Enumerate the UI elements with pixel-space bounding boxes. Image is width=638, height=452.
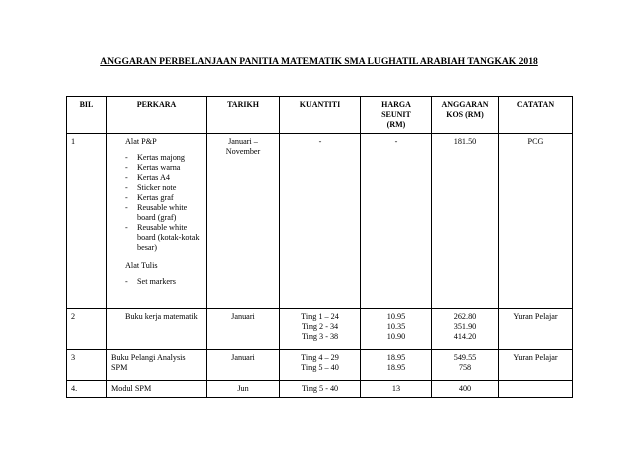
list-item: - Kertas A4 xyxy=(125,173,202,183)
header-kuantiti: KUANTITI xyxy=(280,97,361,134)
header-bil: BIL xyxy=(67,97,107,134)
item-list xyxy=(125,153,202,253)
document-title: ANGGARAN PERBELANJAAN PANITIA MATEMATIK SMA LUGHATIL ARABIAH TANGKAK 2018 xyxy=(100,56,538,67)
cell-perkara: Buku Pelangi Analysis SPM xyxy=(107,350,207,381)
cell-harga: 13 xyxy=(361,381,432,398)
list-item: - Sticker note xyxy=(125,183,202,193)
perkara-heading: Alat P&P xyxy=(125,137,157,146)
cell-perkara xyxy=(107,134,207,309)
cell-anggaran: 549.55 758 xyxy=(432,350,499,381)
table-row xyxy=(67,134,573,309)
sub-item-list xyxy=(125,277,202,287)
table-row xyxy=(67,350,573,381)
header-tarikh: TARIKH xyxy=(207,97,280,134)
cell-tarikh: Januari xyxy=(207,309,280,350)
cell-kuantiti: Ting 4 – 29 Ting 5 – 40 xyxy=(280,350,361,381)
cell-kuantiti: Ting 1 – 24 Ting 2 - 34 Ting 3 - 38 xyxy=(280,309,361,350)
cell-catatan: Yuran Pelajar xyxy=(499,350,573,381)
header-anggaran: ANGGARAN KOS (RM) xyxy=(432,97,499,134)
budget-table xyxy=(66,96,573,398)
cell-perkara: Modul SPM xyxy=(107,381,207,398)
header-perkara: PERKARA xyxy=(107,97,207,134)
cell-anggaran: 181.50 xyxy=(432,134,499,309)
table-header-row xyxy=(67,97,573,134)
cell-catatan: PCG xyxy=(499,134,573,309)
cell-tarikh: Jun xyxy=(207,381,280,398)
header-catatan: CATATAN xyxy=(499,97,573,134)
list-item: - Reusable white board (kotak-kotak besar) xyxy=(125,223,202,253)
list-item: - Kertas warna xyxy=(125,163,202,173)
cell-bil: 3 xyxy=(67,350,107,381)
cell-anggaran: 262.80 351.90 414.20 xyxy=(432,309,499,350)
table-row xyxy=(67,309,573,350)
cell-bil: 4. xyxy=(67,381,107,398)
cell-harga: 18.95 18.95 xyxy=(361,350,432,381)
cell-kuantiti: - xyxy=(280,134,361,309)
cell-anggaran: 400 xyxy=(432,381,499,398)
cell-catatan xyxy=(499,381,573,398)
cell-perkara: Buku kerja matematik xyxy=(107,309,207,350)
list-item: - Kertas majong xyxy=(125,153,202,163)
cell-kuantiti: Ting 5 - 40 xyxy=(280,381,361,398)
sub-heading: Alat Tulis xyxy=(125,261,158,270)
cell-catatan: Yuran Pelajar xyxy=(499,309,573,350)
table-row xyxy=(67,381,573,398)
header-harga: HARGA SEUNIT (RM) xyxy=(361,97,432,134)
cell-tarikh: Januari xyxy=(207,350,280,381)
cell-harga: - xyxy=(361,134,432,309)
list-item: - Set markers xyxy=(125,277,202,287)
cell-tarikh: Januari – November xyxy=(207,134,280,309)
cell-bil: 1 xyxy=(67,134,107,309)
list-item: - Kertas graf xyxy=(125,193,202,203)
cell-bil: 2 xyxy=(67,309,107,350)
cell-harga: 10.95 10.35 10.90 xyxy=(361,309,432,350)
list-item: - Reusable white board (graf) xyxy=(125,203,202,223)
